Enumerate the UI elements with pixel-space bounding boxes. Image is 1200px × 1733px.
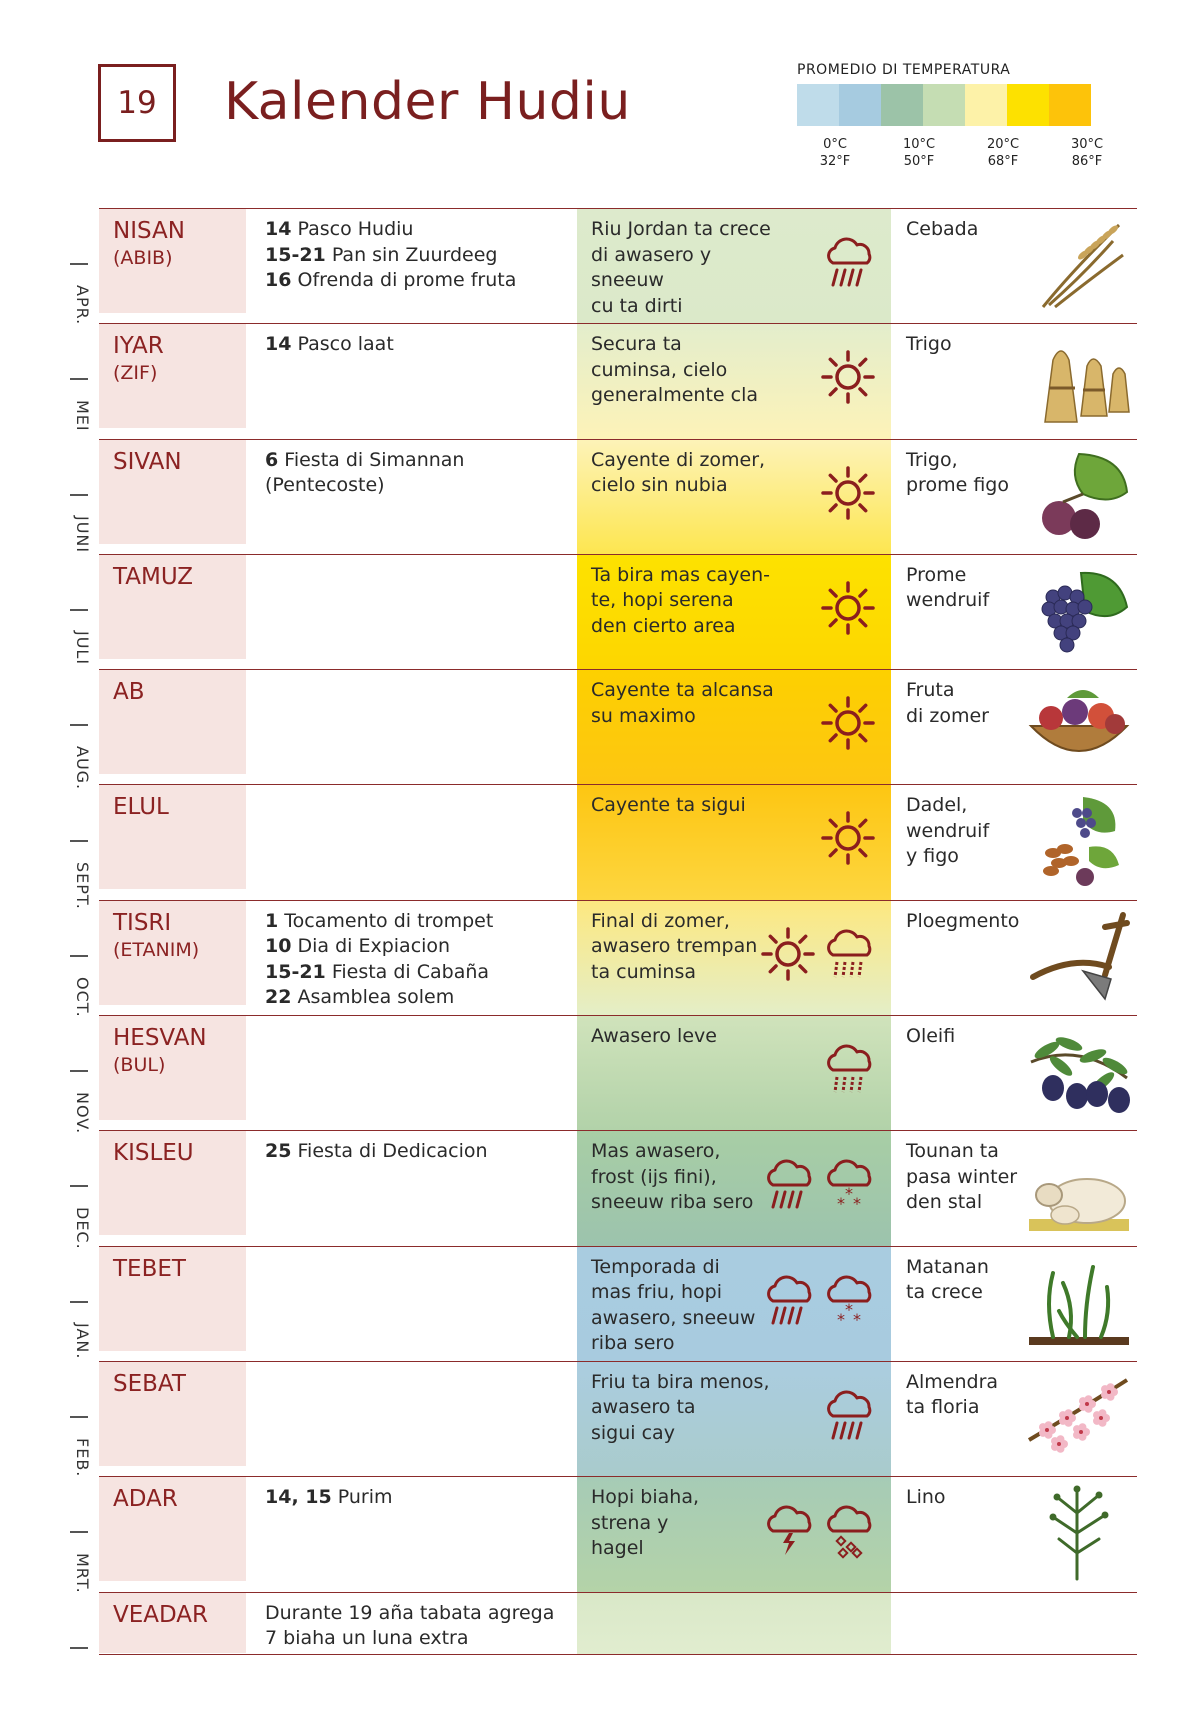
festival-name: Pan sin Zuurdeeg bbox=[325, 243, 498, 266]
gregorian-month-label: SEPT. bbox=[73, 861, 92, 910]
month-row bbox=[99, 1015, 1137, 1130]
agriculture-cell bbox=[906, 555, 1137, 669]
hebrew-month-cell bbox=[99, 1362, 246, 1466]
weather-icons bbox=[819, 579, 877, 641]
celsius-label: 0°C bbox=[823, 137, 847, 152]
temperature-tick bbox=[1057, 136, 1117, 170]
agriculture-cell bbox=[906, 1362, 1137, 1476]
weather-icons bbox=[821, 1040, 877, 1102]
sprouts-icon bbox=[1023, 1253, 1133, 1355]
festival-name: Ofrenda di prome fruta bbox=[291, 269, 517, 291]
drizzle-cloud-icon bbox=[821, 925, 877, 987]
weather-icons bbox=[821, 1386, 877, 1448]
festival-line bbox=[265, 448, 565, 474]
weather-icons bbox=[761, 1155, 877, 1217]
sun-icon bbox=[819, 464, 877, 526]
month-divider-tick bbox=[70, 724, 88, 726]
festival-date: 14, 15 bbox=[265, 1486, 332, 1509]
hebrew-month-name: ADAR bbox=[113, 1486, 178, 1513]
festival-name: Fiesta di Dedicacion bbox=[291, 1140, 488, 1163]
climate-cell bbox=[577, 209, 891, 323]
gregorian-month-label: JULI bbox=[73, 630, 92, 665]
month-divider-tick bbox=[70, 1416, 88, 1418]
fruit-basket-icon bbox=[1023, 676, 1133, 778]
fig-icon bbox=[1023, 446, 1133, 548]
hebrew-month-cell bbox=[99, 1016, 246, 1120]
climate-cell bbox=[577, 1593, 891, 1654]
climate-description: Cayente ta alcansa su maximo bbox=[591, 679, 774, 727]
month-row bbox=[99, 554, 1137, 669]
agriculture-cell bbox=[906, 670, 1137, 784]
climate-description: Awasero leve bbox=[591, 1025, 717, 1048]
agriculture-description: Tounan ta pasa winter den stal bbox=[906, 1140, 1018, 1214]
climate-cell bbox=[577, 1477, 891, 1591]
climate-description: Ta bira mas cayen- te, hopi serena den cierto area bbox=[591, 563, 770, 637]
olive-icon bbox=[1023, 1022, 1133, 1124]
svg-text:*: * bbox=[853, 1194, 861, 1214]
festival-date: 15-21 bbox=[265, 243, 326, 266]
festivals-cell bbox=[265, 448, 565, 499]
hebrew-month-cell bbox=[99, 555, 246, 659]
agriculture-description: Trigo bbox=[906, 333, 952, 356]
sun-icon bbox=[759, 925, 817, 987]
festivals-cell bbox=[265, 1485, 565, 1511]
hebrew-month-name: KISLEU bbox=[113, 1140, 194, 1167]
gregorian-month-label: FEB. bbox=[73, 1438, 92, 1478]
temperature-swatch bbox=[797, 84, 839, 126]
grapes-icon bbox=[1023, 561, 1133, 663]
drizzle-cloud-icon bbox=[821, 1040, 877, 1102]
temperature-swatch bbox=[839, 84, 881, 126]
month-row bbox=[99, 1476, 1137, 1591]
climate-description: Riu Jordan ta crece di awasero y sneeuw cu ta dirti bbox=[591, 218, 771, 317]
plough-icon bbox=[1023, 907, 1133, 1009]
festival-name: Fiesta di Cabaña bbox=[325, 960, 490, 983]
climate-description: Friu ta bira menos, awasero ta sigui cay bbox=[591, 1370, 770, 1444]
hebrew-month-name: HESVAN bbox=[113, 1025, 207, 1052]
hebrew-month-cell bbox=[99, 901, 246, 1005]
agriculture-cell bbox=[906, 1593, 1137, 1654]
agriculture-cell bbox=[906, 901, 1137, 1015]
month-row bbox=[99, 669, 1137, 784]
hebrew-month-name: SIVAN bbox=[113, 448, 182, 475]
month-divider-tick bbox=[70, 263, 88, 265]
weather-icons bbox=[761, 1271, 877, 1333]
rain-cloud-icon bbox=[761, 1271, 817, 1333]
climate-cell bbox=[577, 1016, 891, 1130]
climate-description: Secura ta cuminsa, cielo generalmente cla bbox=[591, 333, 759, 407]
gregorian-month-label: APR. bbox=[73, 285, 92, 326]
temperature-legend-title: PROMEDIO DI TEMPERATURA bbox=[797, 62, 1011, 78]
hail-cloud-icon bbox=[821, 1501, 877, 1563]
temperature-tick bbox=[805, 136, 865, 170]
agriculture-cell bbox=[906, 324, 1137, 438]
festival-line bbox=[265, 1601, 565, 1627]
festival-date: 25 bbox=[265, 1140, 292, 1163]
festival-line bbox=[265, 243, 565, 269]
gregorian-month-label: MEI bbox=[73, 400, 92, 432]
festival-line bbox=[265, 268, 565, 294]
svg-text:*: * bbox=[853, 1309, 861, 1329]
calendar-table bbox=[99, 208, 1137, 1655]
climate-description: Final di zomer, awasero trempan ta cuminsa bbox=[591, 909, 758, 983]
weather-icons bbox=[761, 1501, 877, 1563]
weather-icons bbox=[819, 464, 877, 526]
gregorian-month-column bbox=[66, 263, 92, 1663]
temperature-swatch bbox=[1049, 84, 1091, 126]
festival-date: 14 bbox=[265, 218, 292, 240]
agriculture-cell bbox=[906, 1247, 1137, 1361]
month-divider-tick bbox=[70, 378, 88, 380]
month-row bbox=[99, 439, 1137, 554]
agriculture-description: Ploegmento bbox=[906, 909, 1020, 932]
hebrew-month-cell bbox=[99, 209, 246, 313]
temperature-color-bar bbox=[797, 84, 1091, 126]
agriculture-cell bbox=[906, 440, 1137, 554]
month-divider-tick bbox=[70, 609, 88, 611]
climate-cell bbox=[577, 555, 891, 669]
festivals-cell bbox=[265, 332, 565, 358]
month-divider-tick bbox=[70, 1647, 88, 1649]
month-row bbox=[99, 1246, 1137, 1361]
gregorian-month-label: NOV. bbox=[73, 1092, 92, 1135]
gregorian-month-label: AUG. bbox=[73, 746, 92, 791]
dates-grapes-icon bbox=[1023, 791, 1133, 893]
climate-cell bbox=[577, 324, 891, 438]
month-divider-tick bbox=[70, 955, 88, 957]
agriculture-description: Dadel, wendruif y figo bbox=[906, 794, 990, 868]
festival-name: Purim bbox=[331, 1486, 393, 1509]
snow-cloud-icon bbox=[821, 1155, 877, 1217]
hebrew-month-cell bbox=[99, 1247, 246, 1351]
festival-date: 22 bbox=[265, 986, 292, 1009]
month-row bbox=[99, 784, 1137, 899]
gregorian-month-label: JAN. bbox=[73, 1322, 92, 1360]
temperature-tick bbox=[889, 136, 949, 170]
hebrew-month-name: TISRI bbox=[113, 909, 172, 936]
flax-icon bbox=[1023, 1483, 1133, 1585]
festival-name: Fiesta di Simannan bbox=[278, 448, 465, 471]
hebrew-month-name: IYAR bbox=[113, 333, 164, 360]
hebrew-month-alt-name: (BUL) bbox=[113, 1054, 166, 1077]
page-number: 19 bbox=[98, 64, 176, 142]
agriculture-description: Matanan ta crece bbox=[906, 1255, 989, 1304]
climate-cell bbox=[577, 1362, 891, 1476]
hebrew-month-alt-name: (ZIF) bbox=[113, 362, 158, 385]
temperature-swatch bbox=[881, 84, 923, 126]
hebrew-month-alt-name: (ETANIM) bbox=[113, 938, 200, 961]
rain-cloud-icon bbox=[821, 233, 877, 295]
month-divider-tick bbox=[70, 1070, 88, 1072]
climate-description: Cayente ta sigui bbox=[591, 794, 746, 817]
storm-cloud-icon bbox=[761, 1501, 817, 1563]
wheat-sheaf-icon bbox=[1023, 330, 1133, 432]
festival-date: 14 bbox=[265, 333, 292, 356]
festival-line bbox=[265, 1139, 565, 1165]
climate-description: Mas awasero, frost (ijs fini), sneeuw riba sero bbox=[591, 1140, 754, 1214]
climate-cell bbox=[577, 670, 891, 784]
hebrew-month-cell bbox=[99, 785, 246, 889]
sun-icon bbox=[819, 694, 877, 756]
page-title: Kalender Hudiu bbox=[224, 72, 631, 132]
festival-name: Asamblea solem bbox=[291, 986, 455, 1009]
festival-name: Tocamento di trompet bbox=[278, 909, 494, 932]
weather-icons bbox=[759, 925, 877, 987]
festivals-cell bbox=[265, 1139, 565, 1165]
month-row bbox=[99, 208, 1137, 323]
month-row bbox=[99, 1130, 1137, 1245]
festival-line bbox=[265, 217, 565, 243]
sheep-icon bbox=[1023, 1137, 1133, 1239]
agriculture-cell bbox=[906, 209, 1137, 323]
hebrew-month-cell bbox=[99, 440, 246, 544]
climate-description: Temporada di mas friu, hopi awasero, sneeuw riba sero bbox=[591, 1255, 756, 1355]
festival-date: 10 bbox=[265, 935, 292, 958]
month-divider-tick bbox=[70, 1185, 88, 1187]
rain-cloud-icon bbox=[761, 1155, 817, 1217]
festival-date: 6 bbox=[265, 448, 279, 471]
month-row bbox=[99, 900, 1137, 1015]
agriculture-description: Trigo, prome figo bbox=[906, 448, 1009, 497]
hebrew-month-cell bbox=[99, 670, 246, 774]
climate-cell bbox=[577, 1131, 891, 1245]
hebrew-month-name: VEADAR bbox=[113, 1601, 209, 1628]
svg-text:*: * bbox=[845, 1184, 853, 1204]
hebrew-month-name: TAMUZ bbox=[113, 563, 194, 590]
month-row bbox=[99, 1592, 1137, 1655]
climate-cell bbox=[577, 785, 891, 899]
hebrew-month-cell bbox=[99, 1593, 246, 1653]
festivals-cell bbox=[265, 1601, 565, 1652]
fahrenheit-label: 86°F bbox=[1071, 154, 1103, 169]
festival-line bbox=[265, 934, 565, 960]
agriculture-description: Lino bbox=[906, 1486, 946, 1509]
sun-icon bbox=[819, 809, 877, 871]
sun-icon bbox=[819, 348, 877, 410]
festival-date: 1 bbox=[265, 909, 279, 932]
festivals-cell bbox=[265, 909, 565, 1011]
month-divider-tick bbox=[70, 494, 88, 496]
rain-cloud-icon bbox=[821, 1386, 877, 1448]
festival-line bbox=[265, 960, 565, 986]
festival-name: Dia di Expiacion bbox=[291, 935, 451, 958]
festival-date: 16 bbox=[265, 269, 292, 291]
agriculture-description: Almendra ta floria bbox=[906, 1370, 999, 1419]
month-divider-tick bbox=[70, 1301, 88, 1303]
festival-line bbox=[265, 1626, 565, 1652]
celsius-label: 10°C bbox=[902, 137, 936, 152]
gregorian-month-label: JUNI bbox=[73, 515, 92, 553]
weather-icons bbox=[821, 233, 877, 295]
barley-icon bbox=[1023, 215, 1133, 317]
temperature-tick bbox=[973, 136, 1033, 170]
gregorian-month-label: MRT. bbox=[73, 1553, 92, 1595]
festival-name: Durante 19 aña tabata agrega bbox=[265, 1601, 555, 1624]
snow-cloud-icon bbox=[821, 1271, 877, 1333]
climate-description: Cayente di zomer, cielo sin nubia bbox=[591, 448, 766, 497]
hebrew-month-cell bbox=[99, 1131, 246, 1235]
svg-text:*: * bbox=[837, 1309, 845, 1329]
temperature-swatch bbox=[1007, 84, 1049, 126]
hebrew-month-name: TEBET bbox=[113, 1255, 186, 1282]
hebrew-month-name: SEBAT bbox=[113, 1370, 186, 1397]
climate-cell bbox=[577, 1247, 891, 1361]
month-row bbox=[99, 1361, 1137, 1476]
weather-icons bbox=[819, 809, 877, 871]
temperature-swatch bbox=[965, 84, 1007, 126]
festival-name: (Pentecoste) bbox=[265, 474, 385, 497]
festival-name: Pasco laat bbox=[291, 333, 394, 356]
fahrenheit-label: 68°F bbox=[987, 154, 1019, 169]
agriculture-description: Fruta di zomer bbox=[906, 679, 989, 727]
festival-line bbox=[265, 909, 565, 935]
weather-icons bbox=[819, 348, 877, 410]
festival-name: 7 biaha un luna extra bbox=[265, 1627, 469, 1650]
agriculture-cell bbox=[906, 1131, 1137, 1245]
agriculture-description: Oleifi bbox=[906, 1025, 956, 1048]
agriculture-cell bbox=[906, 1477, 1137, 1591]
gregorian-month-label: OCT. bbox=[73, 976, 92, 1018]
agriculture-description: Cebada bbox=[906, 218, 979, 240]
sun-icon bbox=[819, 579, 877, 641]
festival-name: Pasco Hudiu bbox=[291, 218, 414, 240]
celsius-label: 20°C bbox=[986, 137, 1020, 152]
agriculture-cell bbox=[906, 785, 1137, 899]
hebrew-month-cell bbox=[99, 324, 246, 428]
hebrew-month-alt-name: (ABIB) bbox=[113, 247, 173, 269]
temperature-swatch bbox=[923, 84, 965, 126]
month-row bbox=[99, 323, 1137, 438]
climate-cell bbox=[577, 440, 891, 554]
festival-line bbox=[265, 332, 565, 358]
climate-cell bbox=[577, 901, 891, 1015]
festivals-cell bbox=[265, 217, 565, 294]
gregorian-month-label: DEC. bbox=[73, 1207, 92, 1251]
agriculture-cell bbox=[906, 1016, 1137, 1130]
agriculture-description: Prome wendruif bbox=[906, 563, 990, 612]
month-divider-tick bbox=[70, 1531, 88, 1533]
weather-icons bbox=[819, 694, 877, 756]
month-divider-tick bbox=[70, 840, 88, 842]
festival-line bbox=[265, 985, 565, 1011]
hebrew-month-name: AB bbox=[113, 679, 145, 706]
hebrew-month-name: NISAN bbox=[113, 218, 185, 244]
celsius-label: 30°C bbox=[1070, 137, 1104, 152]
fahrenheit-label: 32°F bbox=[819, 154, 851, 169]
festival-line bbox=[265, 1485, 565, 1511]
hebrew-month-cell bbox=[99, 1477, 246, 1581]
festival-line bbox=[265, 473, 565, 499]
almond-blossom-icon bbox=[1023, 1368, 1133, 1470]
fahrenheit-label: 50°F bbox=[903, 154, 935, 169]
svg-text:*: * bbox=[837, 1194, 845, 1214]
festival-date: 15-21 bbox=[265, 960, 326, 983]
climate-description: Hopi biaha, strena y hagel bbox=[591, 1486, 699, 1560]
svg-text:*: * bbox=[845, 1299, 853, 1319]
hebrew-month-name: ELUL bbox=[113, 794, 169, 821]
